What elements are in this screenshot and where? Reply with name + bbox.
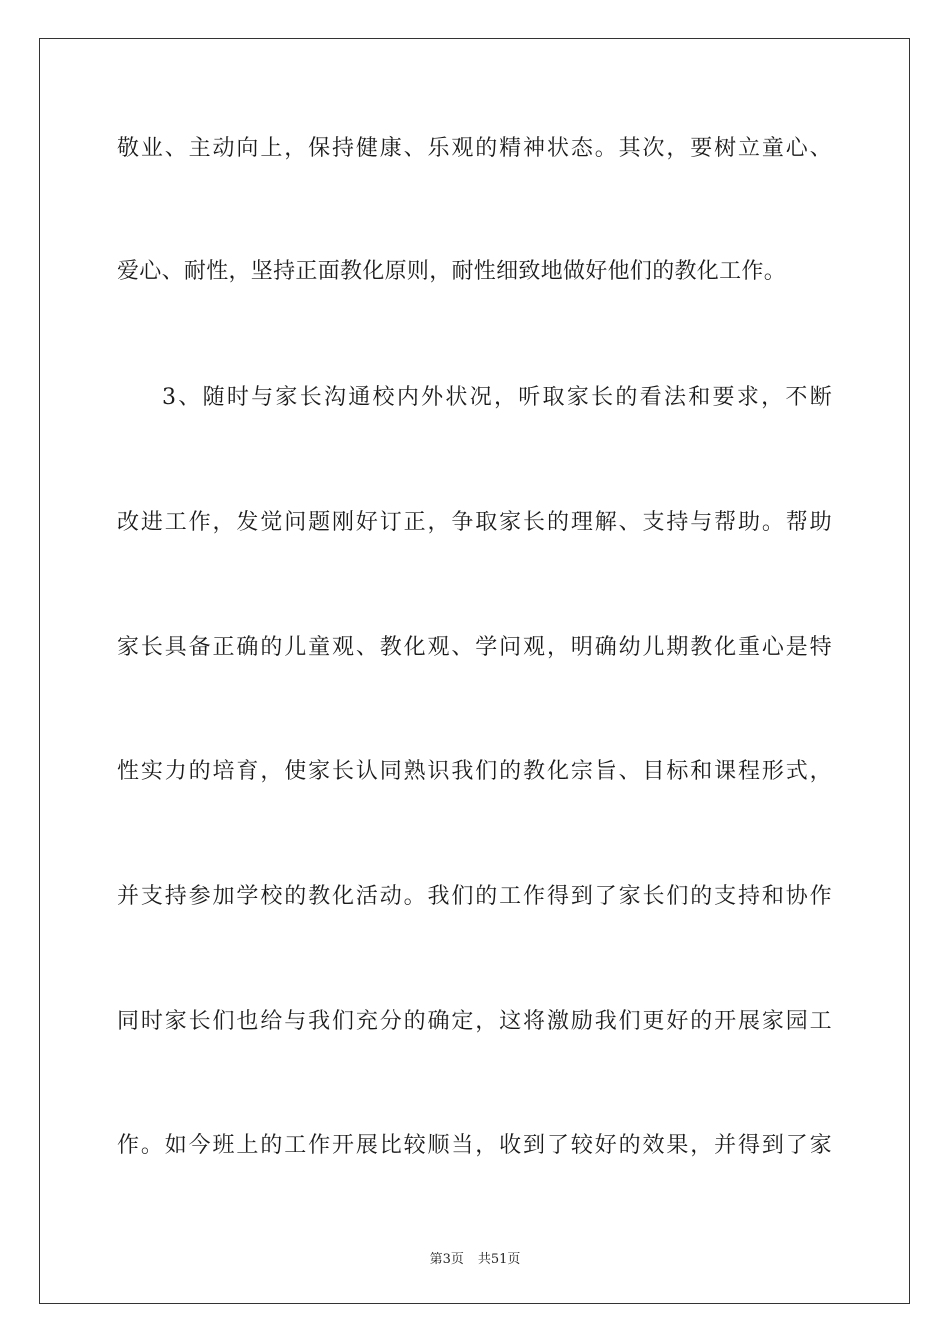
body-text-line: 爱心、耐性，坚持正面教化原则，耐性细致地做好他们的教化工作。 (117, 259, 787, 284)
body-text-line: 并支持参加学校的教化活动。我们的工作得到了家长们的支持和协作 (117, 884, 832, 909)
body-text-line: 作。如今班上的工作开展比较顺当，收到了较好的效果，并得到了家 (117, 1133, 832, 1158)
page-total: 共51页 (477, 1252, 521, 1267)
body-text-line: 同时家长们也给与我们充分的确定，这将激励我们更好的开展家园工 (117, 1009, 832, 1034)
body-text-line: 3、随时与家长沟通校内外状况，听取家长的看法和要求，不断 (162, 385, 832, 410)
page-border (39, 38, 910, 1304)
body-text-line: 家长具备正确的儿童观、教化观、学问观，明确幼儿期教化重心是特 (117, 635, 832, 660)
body-text-line: 敬业、主动向上，保持健康、乐观的精神状态。其次，要树立童心、 (117, 136, 832, 161)
page-footer (0, 1248, 950, 1267)
body-text-line: 性实力的培育，使家长认同熟识我们的教化宗旨、目标和课程形式， (117, 759, 832, 784)
page-number: 第3页 (429, 1252, 464, 1267)
body-text-line: 改进工作，发觉问题刚好订正，争取家长的理解、支持与帮助。帮助 (117, 510, 832, 535)
